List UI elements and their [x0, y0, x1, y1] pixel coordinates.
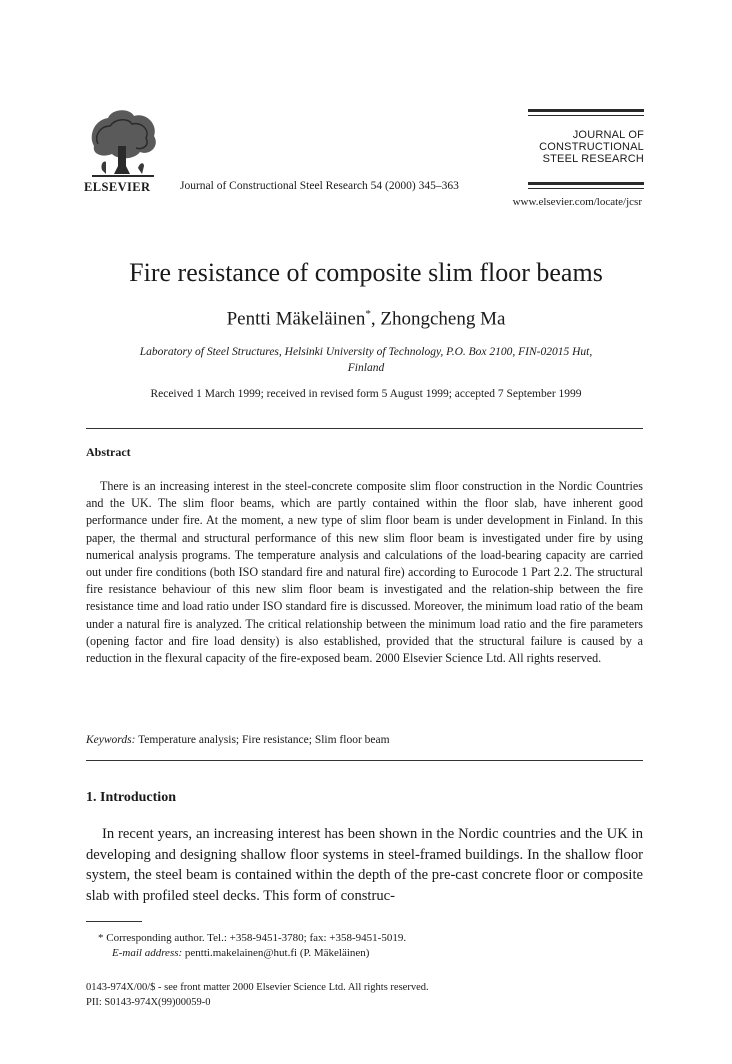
journal-citation: Journal of Constructional Steel Research 54 (2000) 345–363 [180, 180, 459, 192]
keywords [86, 734, 390, 746]
journal-logo [528, 106, 644, 173]
pii-line: PII: S0143-974X(99)00059-0 [86, 997, 211, 1008]
divider [86, 428, 643, 429]
author-name: Pentti Mäkeläinen [226, 308, 366, 330]
journal-logo-text [528, 119, 644, 173]
logo-rule [528, 182, 644, 185]
author-name: , Zhongcheng Ma [370, 308, 506, 330]
publisher-logo [84, 106, 162, 190]
email-label: E-mail address: [112, 947, 183, 959]
logo-rule [528, 188, 644, 189]
front-matter [86, 980, 429, 1010]
journal-url[interactable]: www.elsevier.com/locate/jcsr [512, 196, 642, 208]
abstract-text: There is an increasing interest in the steel-concrete composite slim floor construction in the Nordic Countries and the UK. The slim floor beams, which are partly contained within the floor slab, have inherent good performance under fire. At the moment, a new type of slim floor beam is under development in Finland. In this paper, the thermal and structural performance of this new slim floor beam is investigated under fire by using numerical analysis programs. The temperature analysis and calculations of the load-bearing capacity are carried out under fire conditions (both ISO standard fire and natural fire) according to Eurocode 1 Part 2.2. The structural fire resistance behaviour of this new slim floor beam is investigated and the relation-ship between the fire resistance time and load ratio under ISO standard fire is discussed. Moreover, the minimum load ratio of the beam under a natural fire is analyzed. The critical relationship between the minimum load ratio and the fire parameters (opening factor and fire load density) is also established, provided that the structural failure is caused by a reduction in the flexural capacity of the fire-exposed beam. 2000 Elsevier Science Ltd. All rights reserved. [86, 479, 643, 666]
footnote [98, 931, 406, 961]
keywords-value: Temperature analysis; Fire resistance; Slim floor beam [135, 734, 390, 746]
footnote-mark: * [98, 932, 104, 944]
footnote-corresponding: Corresponding author. Tel.: +358-9451-3780; fax: +358-9451-5019. [103, 932, 407, 944]
received-dates: Received 1 March 1999; received in revised form 5 August 1999; accepted 7 September 1999 [150, 388, 582, 400]
footnote-line [98, 946, 406, 961]
footnote-line [98, 931, 406, 946]
email-value[interactable]: pentti.makelainen@hut.fi (P. Mäkeläinen) [182, 947, 370, 959]
journal-logo-line: STEEL RESEARCH [542, 153, 644, 165]
introduction-text: In recent years, an increasing interest has been shown in the Nordic countries and the UK in developing and designing shallow floor systems in steel-framed buildings. In the shallow floor system, the steel beam is contained within the depth of the pre-cast concrete floor or composite slab with profiled steel decks. This form of construc- [86, 826, 643, 904]
journal-logo-line: CONSTRUCTIONAL [539, 141, 644, 153]
affiliation-line: Finland [347, 362, 385, 374]
publisher-name: ELSEVIER [84, 180, 151, 194]
article-title: Fire resistance of composite slim floor beams [129, 258, 603, 287]
copyright-line: 0143-974X/00/$ - see front matter 2000 Elsevier Science Ltd. All rights reserved. [86, 982, 429, 993]
affiliation [90, 344, 642, 376]
abstract-heading: Abstract [86, 445, 131, 459]
logo-rule [528, 115, 644, 116]
section-heading-introduction: 1. Introduction [86, 790, 176, 805]
tree-icon [84, 106, 162, 180]
journal-logo-line: JOURNAL OF [572, 129, 644, 141]
logo-rule [528, 109, 644, 112]
footnote-rule [86, 921, 142, 922]
authors [0, 308, 732, 330]
affiliation-line: Laboratory of Steel Structures, Helsinki University of Technology, P.O. Box 2100, FIN-02015 Hut, [139, 346, 593, 358]
divider [86, 760, 643, 761]
author-mark[interactable]: * [365, 308, 371, 320]
keywords-label: Keywords: [86, 734, 136, 746]
